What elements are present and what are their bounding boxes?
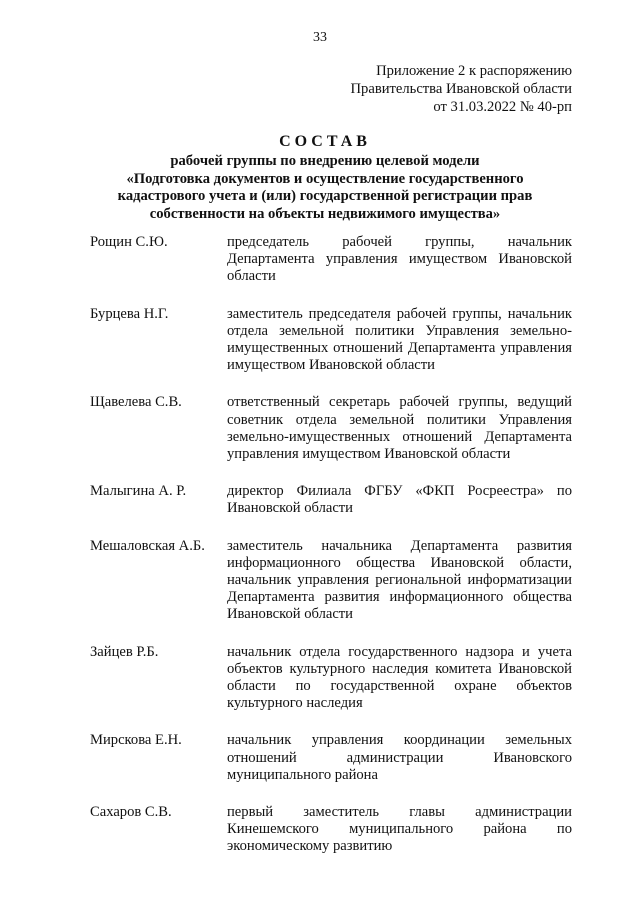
member-row xyxy=(90,644,572,713)
appendix-line-1: Приложение 2 к распоряжению xyxy=(376,63,572,79)
document-title xyxy=(80,131,570,223)
member-row xyxy=(90,394,572,463)
member-name: Мешаловская А.Б. xyxy=(90,537,205,554)
member-row xyxy=(90,306,572,375)
member-role: председатель рабочей группы, начальник Департамента управления имуществом Ивановской области xyxy=(227,234,572,285)
title-main: СОСТАВ xyxy=(279,133,371,150)
member-row xyxy=(90,234,572,286)
title-line-4: собственности на объекты недвижимого имущества» xyxy=(149,205,501,222)
member-role: заместитель председателя рабочей группы, начальник отдела земельной политики Управления земельно-имущественных отношений Департамента управления имуществом Ивановской области xyxy=(227,305,572,374)
appendix-line-3: от 31.03.2022 № 40-рп xyxy=(433,99,572,115)
members-list xyxy=(90,234,572,876)
member-row xyxy=(90,804,572,856)
member-row xyxy=(90,538,572,624)
title-line-2: «Подготовка документов и осуществление государственного xyxy=(126,170,524,187)
member-role: первый заместитель главы администрации Кинешемского муниципального района по экономическому развитию xyxy=(227,804,572,855)
appendix-header xyxy=(351,62,572,116)
member-name: Мирскова Е.Н. xyxy=(90,732,182,749)
member-role: начальник управления координации земельных отношений администрации Ивановского муниципального района xyxy=(227,732,572,783)
member-role: ответственный секретарь рабочей группы, ведущий советник отдела земельной политики Управления земельно-имущественных отношений Департамента управления имуществом Ивановской области xyxy=(227,394,572,463)
page-number: 33 xyxy=(313,30,327,45)
member-row xyxy=(90,732,572,784)
member-role: заместитель начальника Департамента развития информационного общества Ивановской области, начальник управления региональной информатизации Департамента развития информационного общества Ивановской области xyxy=(227,537,572,623)
member-name: Рощин С.Ю. xyxy=(90,234,168,250)
member-name: Щавелева С.В. xyxy=(90,394,182,411)
member-role: директор Филиала ФГБУ «ФКП Росреестра» по Ивановской области xyxy=(227,483,572,517)
title-line-1: рабочей группы по внедрению целевой модели xyxy=(170,153,480,169)
member-name: Бурцева Н.Г. xyxy=(90,305,169,322)
appendix-line-2: Правительства Ивановской области xyxy=(350,81,572,97)
member-name: Малыгина А. Р. xyxy=(90,483,187,500)
member-row xyxy=(90,483,572,517)
member-name: Сахаров С.В. xyxy=(90,804,172,821)
member-name: Зайцев Р.Б. xyxy=(90,643,159,660)
title-line-3: кадастрового учета и (или) государственной регистрации прав xyxy=(117,188,533,204)
member-role: начальник отдела государственного надзора и учета объектов культурного наследия комитета Ивановской области по государственной охране объектов культурного наследия xyxy=(227,643,572,712)
